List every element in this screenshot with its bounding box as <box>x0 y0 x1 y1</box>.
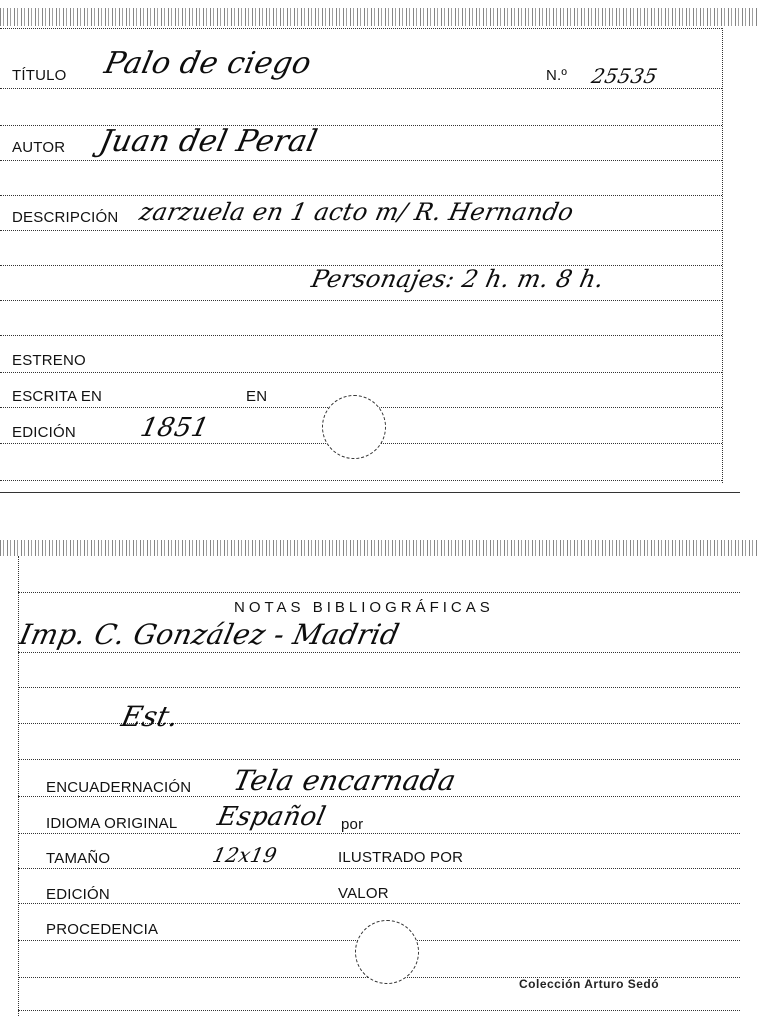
notas-line-2: Est. <box>118 700 182 733</box>
ilustrado-por-label: ILUSTRADO POR <box>338 849 464 866</box>
notas-line-1: Imp. C. González - Madrid <box>16 618 403 651</box>
escrita-en-label: ESCRITA EN <box>12 388 103 405</box>
card-left-border <box>18 556 19 1016</box>
numero-value: 25535 <box>589 64 660 88</box>
rule <box>0 230 722 231</box>
titulo-value: Palo de ciego <box>101 46 315 81</box>
rule <box>0 372 722 373</box>
procedencia-label: PROCEDENCIA <box>46 921 159 938</box>
tamano-value: 12x19 <box>210 843 280 867</box>
catalog-card-top <box>0 0 759 493</box>
card-right-border <box>722 28 723 483</box>
titulo-label: TÍTULO <box>12 67 67 84</box>
rule <box>18 759 740 760</box>
numero-label: N.º <box>546 67 568 84</box>
descripcion-label: DESCRIPCIÓN <box>12 209 119 226</box>
encuadernacion-label: ENCUADERNACIÓN <box>46 779 192 796</box>
notas-bibliograficas-heading: NOTAS BIBLIOGRÁFICAS <box>234 599 494 616</box>
rule <box>18 833 740 834</box>
scanned-edge-texture <box>0 540 759 556</box>
rule <box>0 480 722 481</box>
estreno-label: ESTRENO <box>12 352 86 369</box>
rule <box>0 195 722 196</box>
valor-label: VALOR <box>338 885 389 902</box>
autor-label: AUTOR <box>12 139 66 156</box>
punch-hole <box>355 920 419 984</box>
rule <box>18 592 740 593</box>
scanned-edge-texture <box>0 8 759 26</box>
rule <box>18 903 740 904</box>
rule <box>0 160 722 161</box>
edicion-label-bottom: EDICIÓN <box>46 886 110 903</box>
edicion-label: EDICIÓN <box>12 424 76 441</box>
card-bottom-edge <box>0 492 740 493</box>
rule <box>18 652 740 653</box>
tamano-label: TAMAÑO <box>46 850 111 867</box>
rule <box>18 868 740 869</box>
rule <box>0 300 722 301</box>
en-label: EN <box>246 388 268 405</box>
personajes-value: Personajes: 2 h. m. 8 h. <box>309 265 607 293</box>
collection-credit: Colección Arturo Sedó <box>519 977 660 991</box>
edicion-value: 1851 <box>137 413 212 443</box>
punch-hole <box>322 395 386 459</box>
encuadernacion-value: Tela encarnada <box>230 764 460 797</box>
rule <box>18 687 740 688</box>
rule <box>18 1010 740 1011</box>
rule <box>0 88 722 89</box>
rule <box>0 28 722 29</box>
idioma-original-label: IDIOMA ORIGINAL <box>46 815 178 832</box>
por-label: por <box>341 816 364 833</box>
rule <box>0 335 722 336</box>
autor-value: Juan del Peral <box>96 124 321 159</box>
descripcion-value: zarzuela en 1 acto m/ R. Hernando <box>137 198 577 226</box>
idioma-original-value: Español <box>214 802 329 832</box>
